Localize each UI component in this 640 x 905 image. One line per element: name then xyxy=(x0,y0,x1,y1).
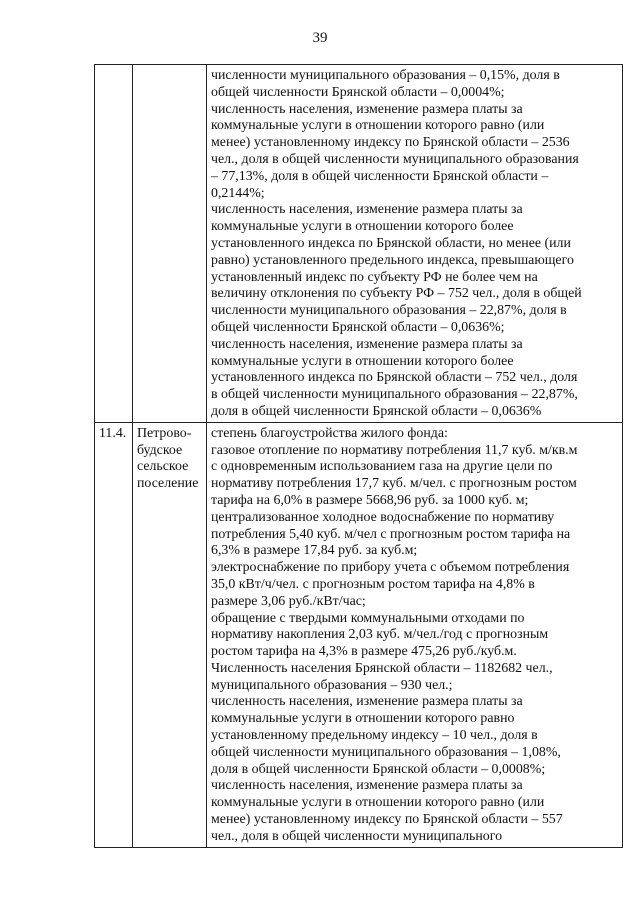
description-line: 0,2144%; xyxy=(211,185,265,201)
settlement-name-line: поселение xyxy=(137,476,199,492)
description-line: Численность населения Брянской области – 1182682 чел., xyxy=(211,660,553,676)
description-line: 6,3% в размере 17,84 руб. за куб.м; xyxy=(211,543,418,559)
table-row xyxy=(95,422,623,847)
description-line: установленный индекс по субъекту РФ не более чем на xyxy=(211,269,538,285)
tariff-table xyxy=(94,64,623,848)
description-line: коммунальные услуги в отношении которого более xyxy=(211,219,514,235)
description-line: тарифа на 6,0% в размере 5668,96 руб. за 1000 куб. м; xyxy=(211,492,529,508)
description-line: электроснабжение по прибору учета с объемом потребления xyxy=(211,560,570,576)
description-line: численности муниципального образования – 0,15%, доля в xyxy=(211,68,560,83)
description-line: степень благоустройства жилого фонда: xyxy=(211,425,448,441)
description-line: менее) установленному индексу по Брянской области – 2536 xyxy=(211,135,570,151)
row-number-cell: 11.4. xyxy=(95,422,133,847)
settlement-name-cell xyxy=(133,65,207,423)
description-line: установленного индекса по Брянской области, но менее (или xyxy=(211,235,571,251)
settlement-name-line: сельское xyxy=(137,459,189,475)
settlement-name-cell xyxy=(133,422,207,847)
description-line: в общей численности муниципального образования – 22,87%, xyxy=(211,387,578,403)
description-cell xyxy=(207,422,623,847)
description-line: численности муниципального образования – 22,87%, доля в xyxy=(211,303,567,319)
description-line: размере 3,06 руб./кВт/час; xyxy=(211,593,366,609)
table-row xyxy=(95,65,623,423)
description-line: численность населения, изменение размера платы за xyxy=(211,694,523,710)
description-line: чел., доля в общей численности муниципального образования xyxy=(211,151,579,167)
description-line: коммунальные услуги в отношении которого равно (или xyxy=(211,118,545,134)
description-line: муниципального образования – 930 чел.; xyxy=(211,677,453,693)
description-line: коммунальные услуги в отношении которого равно (или xyxy=(211,795,545,811)
description-line: численность населения, изменение размера платы за xyxy=(211,336,523,352)
description-line: численность населения, изменение размера платы за xyxy=(211,778,523,794)
description-line: общей численности муниципального образования – 1,08%, xyxy=(211,744,561,760)
description-line: доля в общей численности Брянской области – 0,0008%; xyxy=(211,761,546,777)
description-line: нормативу накопления 2,03 куб. м/чел./год с прогнозным xyxy=(211,627,549,643)
description-line: чел., доля в общей численности муниципального xyxy=(211,828,503,844)
description-line: численность населения, изменение размера платы за xyxy=(211,101,523,117)
description-line: нормативу потребления 17,7 куб. м/чел. с прогнозным ростом xyxy=(211,476,577,492)
description-line: величину отклонения по субъекту РФ – 752 чел., доля в общей xyxy=(211,286,582,302)
page-number: 39 xyxy=(312,30,328,46)
description-line: общей численности Брянской области – 0,0004%; xyxy=(211,84,505,100)
description-line: равно) установленного предельного индекса, превышающего xyxy=(211,252,574,268)
description-line: численность населения, изменение размера платы за xyxy=(211,202,523,218)
description-line: установленному предельному индексу – 10 чел., доля в xyxy=(211,728,538,744)
description-line: обращение с твердыми коммунальными отходами по xyxy=(211,610,525,626)
description-line: 35,0 кВт/ч/чел. с прогнозным ростом тарифа на 4,8% в xyxy=(211,576,535,592)
description-line: установленного индекса по Брянской области – 752 чел., доля xyxy=(211,370,578,386)
description-line: централизованное холодное водоснабжение по нормативу xyxy=(211,509,555,525)
description-line: коммунальные услуги в отношении которого равно xyxy=(211,711,515,727)
description-line: газовое отопление по нормативу потребления 11,7 куб. м/кв.м xyxy=(211,442,578,458)
description-line: – 77,13%, доля в общей численности Брянской области – xyxy=(211,168,549,184)
settlement-name-line: будское xyxy=(137,442,183,458)
description-line: менее) установленному индексу по Брянской области – 557 xyxy=(211,812,563,828)
description-cell xyxy=(207,65,623,423)
description-line: коммунальные услуги в отношении которого более xyxy=(211,353,514,369)
row-number-cell xyxy=(95,65,133,423)
description-line: потребления 5,40 куб. м/чел с прогнозным ростом тарифа на xyxy=(211,526,571,542)
description-line: общей численности Брянской области – 0,0636%; xyxy=(211,319,505,335)
description-line: с одновременным использованием газа на другие цели по xyxy=(211,459,553,475)
description-line: ростом тарифа на 4,3% в размере 475,26 руб./куб.м. xyxy=(211,644,517,660)
description-line: доля в общей численности Брянской области – 0,0636% xyxy=(211,403,542,419)
settlement-name-line: Петрово- xyxy=(137,425,192,441)
table-body xyxy=(95,65,623,848)
